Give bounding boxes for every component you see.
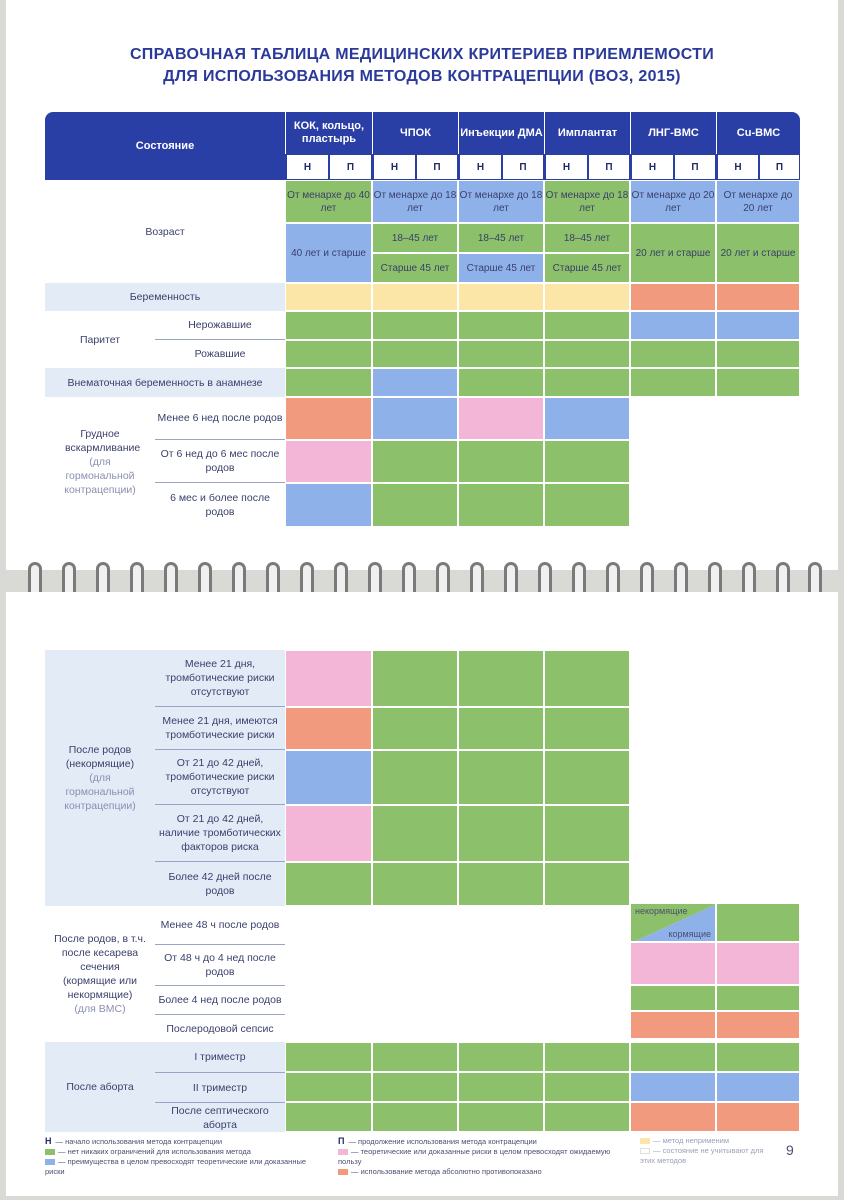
bf2-pop [372,440,458,483]
parity-cu-n [716,311,800,340]
legend-red-text: — использование метода абсолютно противопоказано [351,1167,542,1176]
parity-dmpa-p [458,340,544,368]
age-coc-old: 40 лет и старше [285,223,372,283]
legend-blue [45,1157,325,1177]
legend-pink [338,1147,628,1167]
cs3-cu [716,985,800,1011]
sub-pp-21-42-norisk: От 21 до 42 дней, тромботические риски отсутствуют [155,750,285,804]
pregnancy-lng [630,283,716,311]
pp2-pop [372,707,458,750]
postpartum-nb-title: После родов (некормящие) [65,744,135,770]
legend-p [338,1136,628,1147]
np-p: П [588,155,629,179]
age-pop-young: От менархе до 18 лет [372,180,458,223]
cs4-cu [716,1011,800,1039]
sub-trim2: II триместр [155,1073,285,1102]
cs3-lng [630,985,716,1011]
parity-coc-p [285,340,372,368]
ectopic-implant [544,368,630,397]
legend-yellow-text: — метод неприменим [653,1136,730,1145]
postpartum-cs-title: После родов, в т.ч. после кесарева сечения (кормящие или некормящие) [54,933,146,1001]
table-title-line1: СПРАВОЧНАЯ ТАБЛИЦА МЕДИЦИНСКИХ КРИТЕРИЕВ ПРИЕМЛЕМОСТИ [129,46,715,63]
sub-septic: После септического аборта [155,1103,285,1132]
np-n: Н [286,155,328,179]
page-number: 9 [786,1142,794,1158]
sub-pp-lt21-norisk: Менее 21 дня, тромботические риски отсутствуют [155,650,285,706]
ab1-coc [285,1042,372,1072]
pp1-coc [285,650,372,707]
np-n: Н [631,155,673,179]
bf1-dmpa [458,397,544,440]
ab2-lng [630,1072,716,1102]
bf2-dmpa [458,440,544,483]
pregnancy-pop [372,283,458,311]
age-dmpa-mid: 18–45 лет [458,223,544,253]
cs2-lng [630,942,716,985]
parity-lng-p [630,340,716,368]
pp5-coc [285,862,372,906]
ab2-implant [544,1072,630,1102]
sub-cs-sepsis: Послеродовой сепсис [166,1022,274,1035]
ectopic-coc [285,368,372,397]
np-n: Н [717,155,758,179]
breastfeeding-note: (для гормональной контрацепции) [64,456,136,496]
sub-pp-lt21-risk: Менее 21 дня, имеются тромботические риски [155,707,285,749]
age-cu-old: 20 лет и старше [716,223,800,283]
legend-col-2 [338,1136,628,1177]
pp4-implant [544,805,630,862]
bf3-coc [285,483,372,527]
legend-swatch-blue [45,1159,55,1165]
pp3-implant [544,750,630,805]
bf2-implant [544,440,630,483]
np-n: Н [545,155,587,179]
pp4-dmpa [458,805,544,862]
ectopic-cu [716,368,800,397]
ectopic-lng [630,368,716,397]
legend-green [45,1147,325,1157]
bf1-coc [285,397,372,440]
postpartum-nb-note: (для гормональной контрацепции) [64,772,136,812]
legend-swatch-white [640,1148,650,1154]
legend-blue-text: — преимущества в целом превосходят теоретические или доказанные риски [45,1157,307,1176]
sub-pp-gt42: Более 42 дней после родов [155,862,285,906]
split-label-breastfeeding: кормящие [668,929,711,939]
ab2-pop [372,1072,458,1102]
sub-pp-21-42-risk: От 21 до 42 дней, наличие тромботических факторов риска [155,805,285,861]
ab1-dmpa [458,1042,544,1072]
split-label-nonbreastfeeding: некормящие [635,906,688,916]
ectopic-pop [372,368,458,397]
age-lng-old: 20 лет и старше [630,223,716,283]
table-title-line2: ДЛЯ ИСПОЛЬЗОВАНИЯ МЕТОДОВ КОНТРАЦЕПЦИИ (ВОЗ, 2015) [163,68,681,85]
header-method-pop: ЧПОК [372,112,458,154]
ab3-implant [544,1102,630,1132]
bf1-implant [544,397,630,440]
legend-swatch-green [45,1149,55,1155]
pregnancy-dmpa [458,283,544,311]
sub-cs-lt48h: Менее 48 ч после родов [160,919,280,931]
legend-red [338,1167,628,1177]
legend-swatch-pink [338,1149,348,1155]
ab3-dmpa [458,1102,544,1132]
parity-lng-n [630,311,716,340]
ab1-cu [716,1042,800,1072]
pregnancy-coc [285,283,372,311]
header-method-coc: КОК, кольцо, пластырь [285,112,372,154]
row-label-age: Возраст [145,225,185,238]
parity-dmpa-n [458,311,544,340]
ab1-lng [630,1042,716,1072]
postpartum-cs-note: (для ВМС) [74,1003,126,1015]
sub-bf-6w-6m: От 6 нед до 6 мес после родов [160,448,280,474]
age-dmpa-young: От менархе до 18 лет [458,180,544,223]
sub-trim1: I триместр [155,1042,285,1072]
row-label-ectopic: Внематочная беременность в анамнезе [45,368,285,397]
pp1-implant [544,650,630,707]
pp3-dmpa [458,750,544,805]
ectopic-dmpa [458,368,544,397]
bf2-coc [285,440,372,483]
ab3-pop [372,1102,458,1132]
legend-col-3 [640,1136,780,1166]
legend-n-text: — начало использования метода контрацепции [55,1137,223,1146]
cs4-lng [630,1011,716,1039]
cs1-lng-split [630,903,716,942]
pp4-pop [372,805,458,862]
age-cu-young: От менархе до 20 лет [716,180,800,223]
legend-p-text: — продолжение использования метода контрацепции [348,1137,537,1146]
row-label-pregnancy: Беременность [45,283,285,311]
pp4-coc [285,805,372,862]
legend-green-text: — нет никаких ограничений для использования метода [58,1147,251,1156]
age-implant-mid: 18–45 лет [544,223,630,253]
bf3-implant [544,483,630,527]
sub-nulliparous: Нерожавшие [188,319,252,331]
header-method-cu-iud: Cu-ВМС [716,112,800,154]
pp1-dmpa [458,650,544,707]
np-p: П [674,155,715,179]
pp1-pop [372,650,458,707]
sub-bf-less6w: Менее 6 нед после родов [157,412,283,424]
pp3-coc [285,750,372,805]
header-condition: Состояние [45,112,285,180]
ab3-cu [716,1102,800,1132]
age-lng-young: От менархе до 20 лет [630,180,716,223]
bf3-pop [372,483,458,527]
sub-cs-48h-4w: От 48 ч до 4 нед после родов [164,952,276,978]
breastfeeding-title: Грудное вскармливание [65,428,141,454]
age-pop-old: Старше 45 лет [372,253,458,283]
age-dmpa-old: Старше 45 лет [458,253,544,283]
legend-p-key: П [338,1136,345,1146]
legend-white-text: — состояние не учитывают для этих методов [640,1146,764,1165]
legend-n [45,1136,325,1147]
parity-pop-p [372,340,458,368]
bf3-dmpa [458,483,544,527]
sub-cs-gt4w: Более 4 нед после родов [158,994,282,1006]
age-pop-mid: 18–45 лет [372,223,458,253]
parity-implant-p [544,340,630,368]
row-label-postpartum-cs [45,906,155,1042]
header-method-lng-iud: ЛНГ-ВМС [630,112,716,154]
np-p: П [502,155,543,179]
cs2-cu [716,942,800,985]
legend-swatch-yellow [640,1138,650,1144]
np-p: П [759,155,799,179]
ab2-dmpa [458,1072,544,1102]
pp3-pop [372,750,458,805]
ab2-cu [716,1072,800,1102]
row-label-parity: Паритет [79,333,121,346]
legend-yellow [640,1136,780,1146]
ab1-pop [372,1042,458,1072]
row-label-abortion: После аборта [45,1042,155,1132]
pp5-dmpa [458,862,544,906]
bf1-pop [372,397,458,440]
parity-cu-p [716,340,800,368]
age-implant-old: Старше 45 лет [544,253,630,283]
pp5-implant [544,862,630,906]
legend-white [640,1146,780,1166]
parity-coc-n [285,311,372,340]
parity-implant-n [544,311,630,340]
pp2-dmpa [458,707,544,750]
legend-col-1 [45,1136,325,1177]
row-label-breastfeeding [45,397,155,527]
np-p: П [329,155,371,179]
np-n: Н [459,155,501,179]
row-label-postpartum-nb [45,650,155,906]
np-n: Н [373,155,415,179]
sub-bf-6m-plus: 6 мес и более после родов [170,492,270,518]
parity-pop-n [372,311,458,340]
legend-pink-text: — теоретические или доказанные риски в целом превосходят ожидаемую пользу [338,1147,611,1166]
pp5-pop [372,862,458,906]
ab2-coc [285,1072,372,1102]
ab3-lng [630,1102,716,1132]
header-method-implant: Имплантат [544,112,630,154]
sub-parous: Рожавшие [194,348,246,360]
cs1-cu [716,903,800,942]
age-coc-young: От менархе до 40 лет [285,180,372,223]
ab1-implant [544,1042,630,1072]
pregnancy-cu [716,283,800,311]
pregnancy-implant [544,283,630,311]
pp2-coc [285,707,372,750]
header-method-dmpa: Инъекции ДМА [458,112,544,154]
np-p: П [416,155,457,179]
age-implant-young: От менархе до 18 лет [544,180,630,223]
legend-swatch-red [338,1169,348,1175]
pp2-implant [544,707,630,750]
legend-n-key: Н [45,1136,52,1146]
ab3-coc [285,1102,372,1132]
